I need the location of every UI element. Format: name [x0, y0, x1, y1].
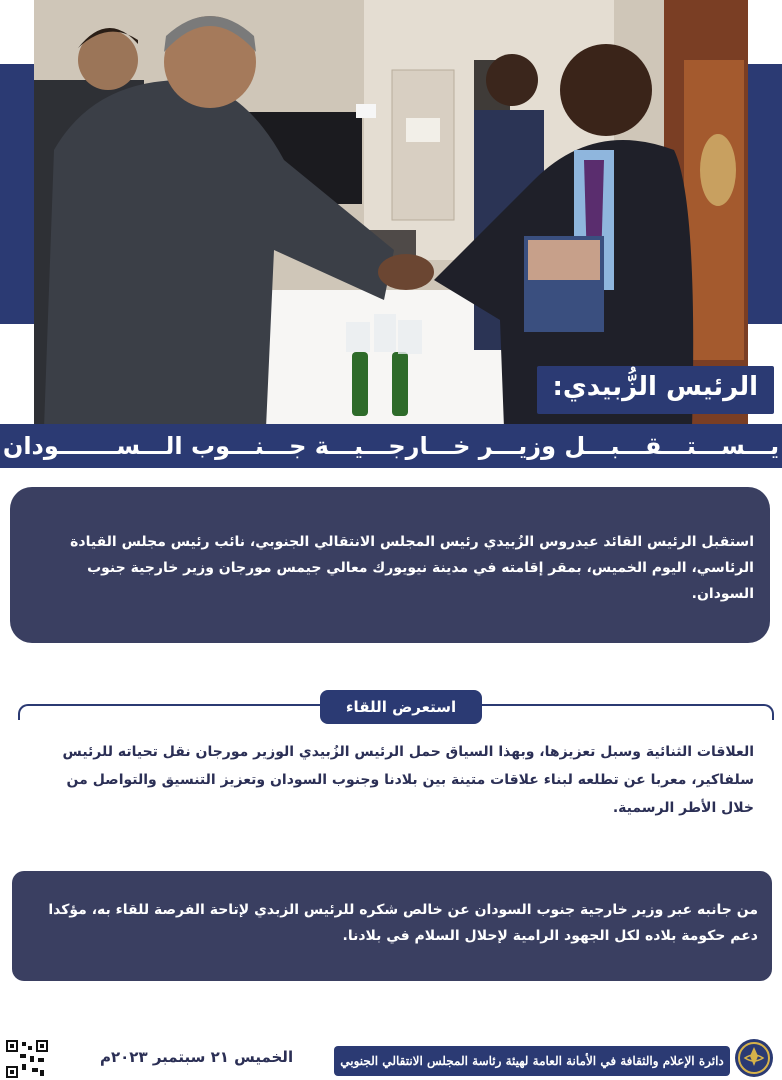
- section-label: استعرض اللقاء: [320, 690, 482, 724]
- closing-text: من جانبه عبر وزير خارجية جنوب السودان عن خالص شكره للرئيس الزبدي لإتاحة الفرصة للقاء به، مؤكدا دعم حكومة بلاده لكل الجهود الرامية لإحلال السلام في بلادنا.: [48, 902, 758, 944]
- right-stripe: [748, 64, 782, 324]
- organization-name: دائرة الإعلام والثقافة في الأمانة العامة لهيئة رئاسة المجلس الانتقالي الجنوبي: [334, 1046, 730, 1076]
- section-text: العلاقات الثنائية وسبل تعزيزها، وبهذا السياق حمل الرئيس الزُبيدي الوزير مورجان نقل تحياته للرئيس سلفاكير، معربا عن تطلعه لبناء علاقات متينة بين بلادنا وجنوب السودان وتعزيز التنسيق والتواصل من خلال الأطر الرسمية.: [62, 744, 754, 816]
- intro-card: [10, 487, 770, 643]
- emblem-icon: [734, 1038, 774, 1078]
- meeting-photo: [34, 0, 748, 428]
- left-stripe: [0, 64, 34, 324]
- headline-title: يـــســـتـــقـــبـــل وزيـــر خـــارجـــيـــة جـــنـــوب الـــســـــــودان: [0, 424, 782, 468]
- speaker-label: الرئيس الزُّبيدي:: [537, 366, 775, 414]
- intro-text: استقبل الرئيس القائد عيدروس الزُبيدي رئيس المجلس الانتقالي الجنوبي، نائب رئيس مجلس القيادة الرئاسي، اليوم الخميس، بمقر إقامته في مدينة نيويورك معالي جيمس مورجان وزير خارجية جنوب السودان.: [70, 534, 754, 602]
- publish-date: الخميس ٢١ سبتمبر ٢٠٢٣م: [100, 1048, 294, 1066]
- qr-code-icon: [6, 1040, 48, 1078]
- closing-card: [12, 871, 772, 981]
